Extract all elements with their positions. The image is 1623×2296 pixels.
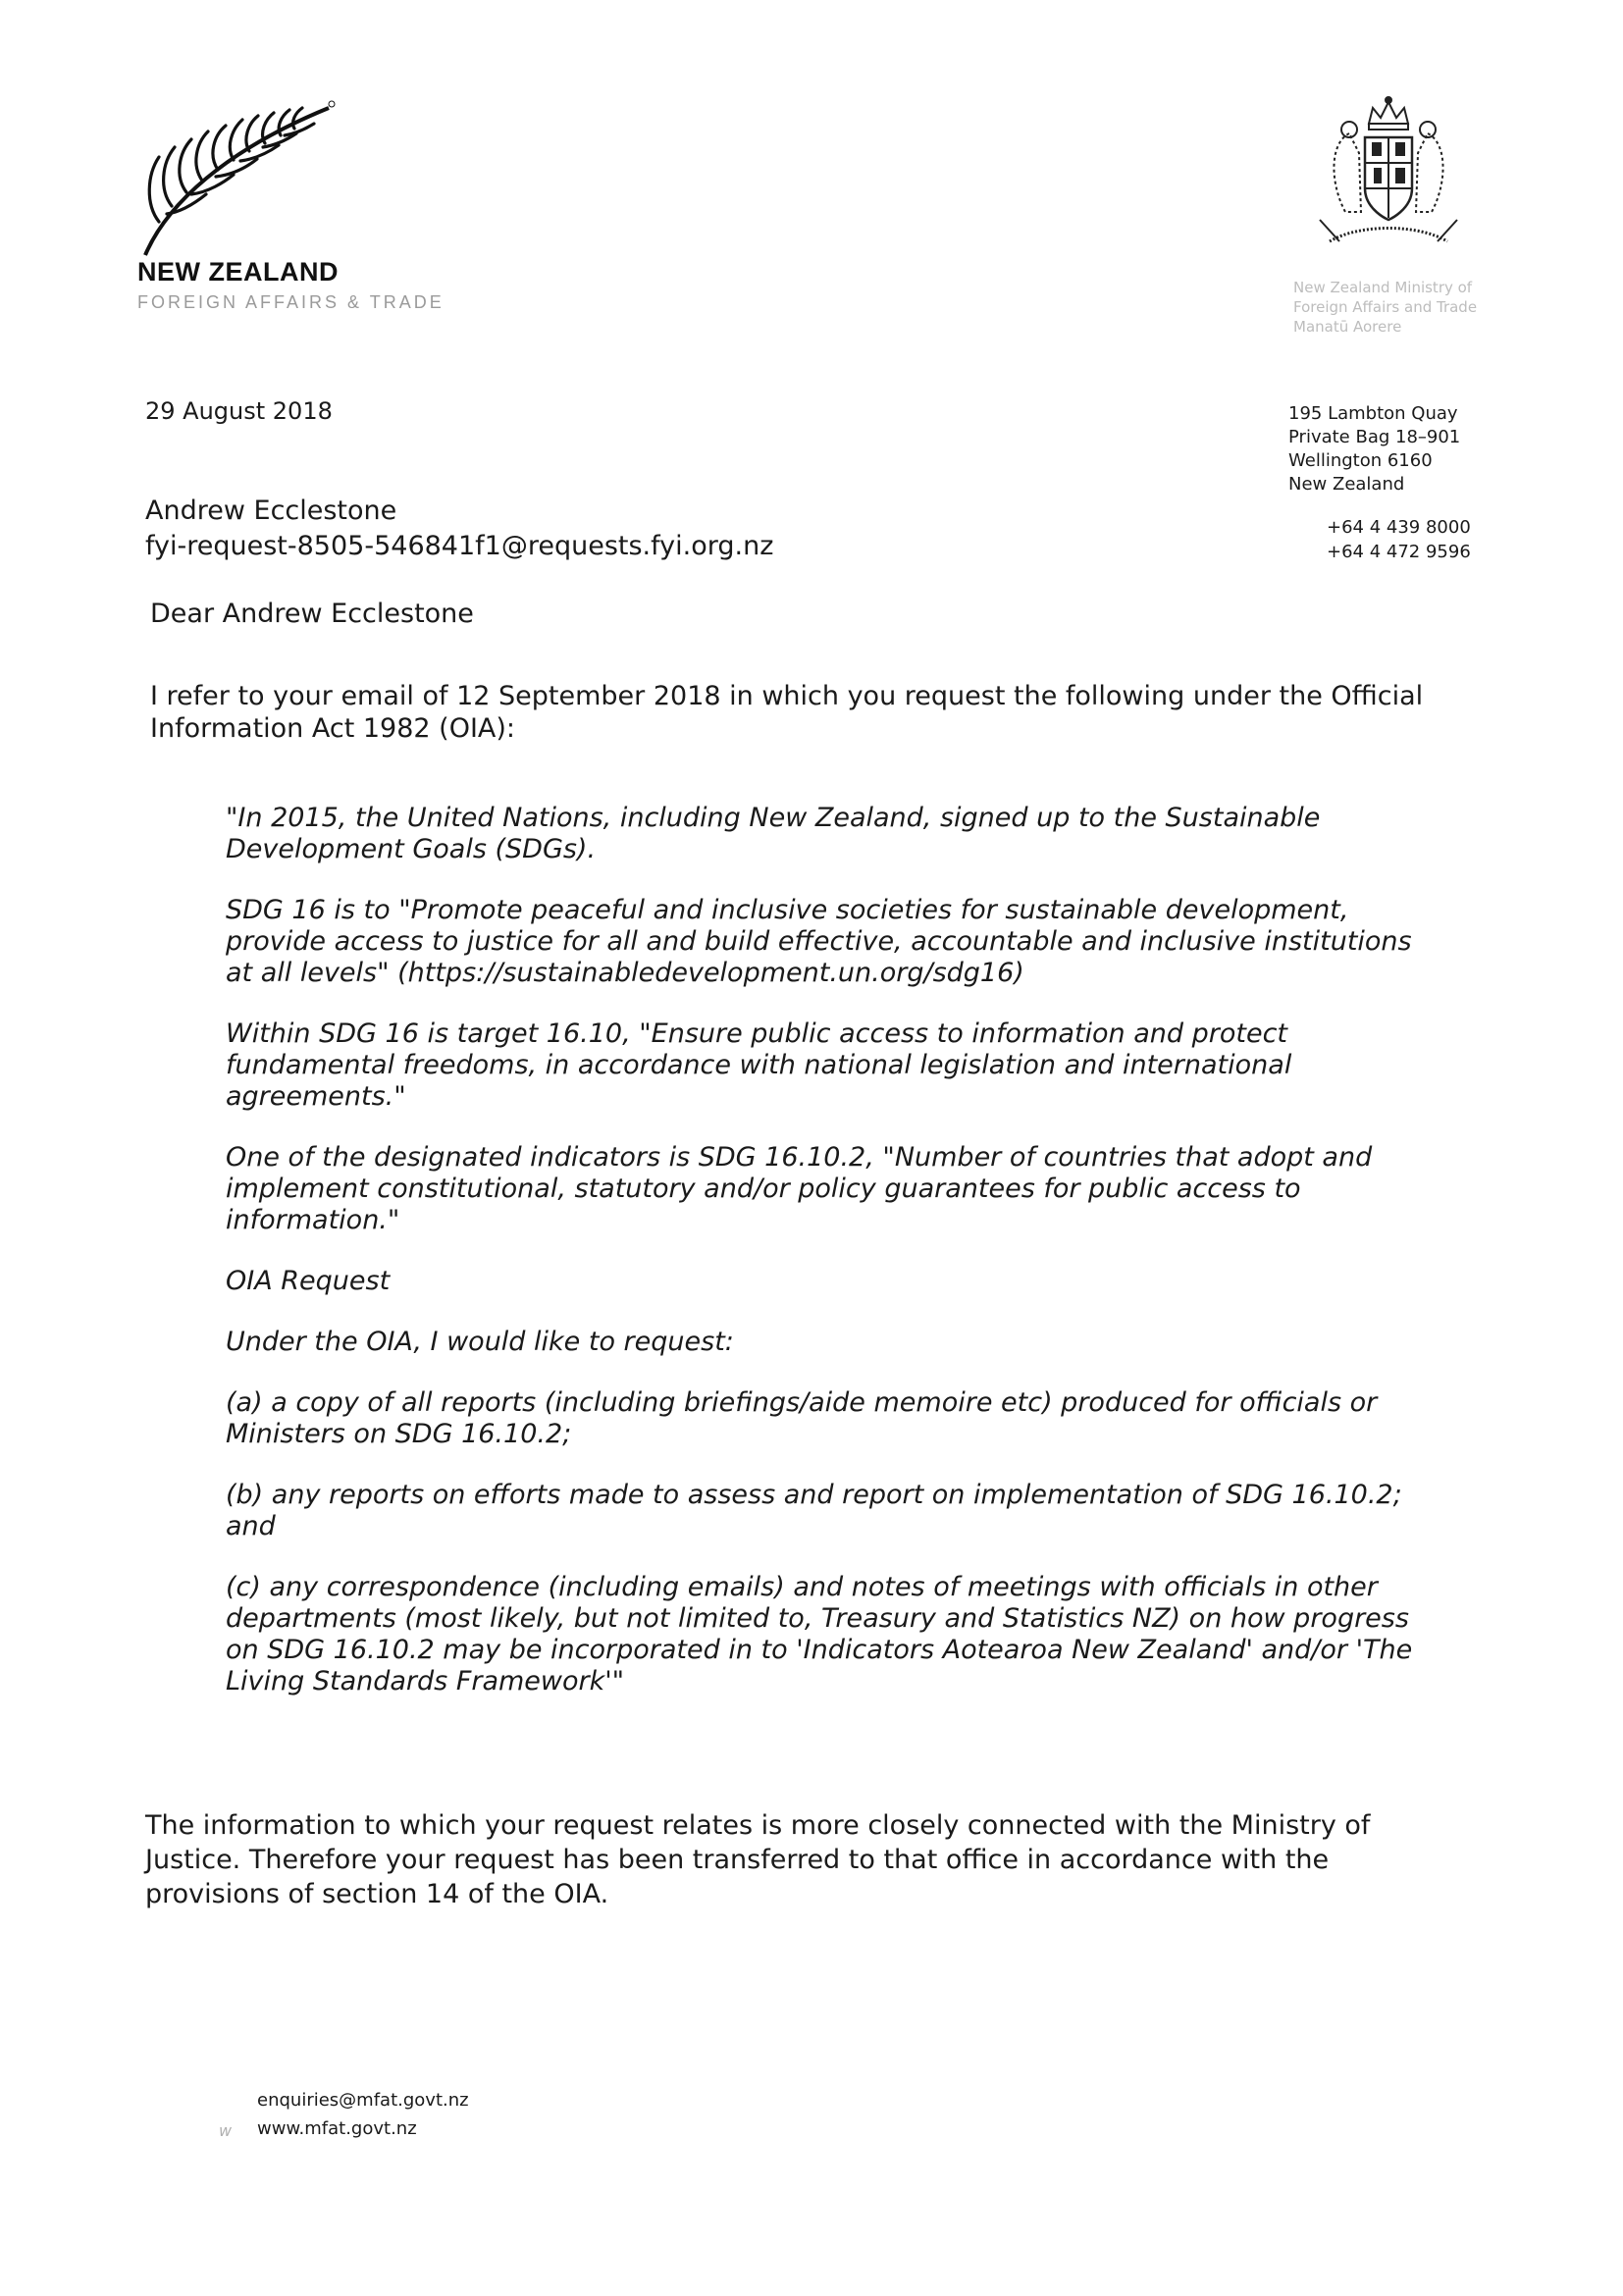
- letter-date: 29 August 2018: [145, 397, 333, 425]
- ministry-line: Foreign Affairs and Trade: [1293, 298, 1478, 316]
- org-name: NEW ZEALAND: [137, 257, 339, 287]
- quote-paragraph: "In 2015, the United Nations, including New Zealand, signed up to the Sustainable Development Goals (SDGs).: [226, 803, 1321, 864]
- phone-number: +64 4 439 8000: [1327, 517, 1471, 538]
- ministry-line: New Zealand Ministry of: [1293, 279, 1473, 296]
- silver-fern-logo: [137, 96, 343, 258]
- org-subtitle: FOREIGN AFFAIRS & TRADE: [137, 292, 445, 312]
- quote-item: (b) any reports on efforts made to assess and report on implementation of SDG 16.10.2; and: [226, 1480, 1402, 1541]
- address-line: New Zealand: [1288, 474, 1405, 495]
- quote-item: (c) any correspondence (including emails) and notes of meetings with officials in other departments (most likely, but not limited to, Treasury and Statistics NZ) on how progress on SDG 16.10.2 may be incorporated in to 'Indicators Aotearoa New Zealand' and/or 'The Living Standards Framework'": [226, 1572, 1413, 1696]
- footer-website[interactable]: www.mfat.govt.nz: [257, 2118, 417, 2139]
- quote-item: (a) a copy of all reports (including briefings/aide memoire etc) produced for officials or Ministers on SDG 16.10.2;: [226, 1387, 1378, 1449]
- quoted-request: [226, 803, 1433, 1727]
- quote-paragraph: Within SDG 16 is target 16.10, "Ensure public access to information and protect fundamental freedoms, in accordance with national legislation and international agreements.": [226, 1018, 1292, 1112]
- quote-paragraph: One of the designated indicators is SDG 16.10.2, "Number of countries that adopt and implement constitutional, statutory and/or policy guarantees for public access to information.": [226, 1142, 1373, 1235]
- address-line: Wellington 6160: [1288, 450, 1433, 471]
- footer-email[interactable]: enquiries@mfat.govt.nz: [257, 2090, 469, 2111]
- nz-coat-of-arms: [1290, 94, 1487, 251]
- recipient-name: Andrew Ecclestone: [145, 496, 397, 526]
- quote-paragraph: SDG 16 is to "Promote peaceful and inclusive societies for sustainable development, provide access to justice for all and build effective, accountable and inclusive institutions at all levels" (https://sustainabledevelopment.un.org/sdg16): [226, 895, 1412, 988]
- intro-paragraph: I refer to your email of 12 September 2018 in which you request the following under the Official Information Act 1982 (OIA):: [150, 681, 1424, 744]
- salutation: Dear Andrew Ecclestone: [150, 599, 474, 629]
- address-line: 195 Lambton Quay: [1288, 403, 1458, 424]
- recipient-email[interactable]: fyi-request-8505-546841f1@requests.fyi.org.nz: [145, 531, 774, 561]
- quote-paragraph: Under the OIA, I would like to request:: [226, 1327, 734, 1357]
- ministry-line: Manatū Aorere: [1293, 318, 1402, 336]
- web-prefix-icon: w: [219, 2121, 233, 2140]
- phone-numbers: [1327, 515, 1471, 564]
- quote-heading: OIA Request: [226, 1266, 391, 1296]
- postal-address: [1288, 402, 1460, 496]
- ministry-name-block: [1293, 278, 1539, 337]
- closing-paragraph: The information to which your request relates is more closely connected with the Ministry of Justice. Therefore your request has been transferred to that office in accordance with the provisions of section 14 of the OIA.: [145, 1810, 1371, 1909]
- fax-number: +64 4 472 9596: [1327, 542, 1471, 562]
- address-line: Private Bag 18–901: [1288, 427, 1461, 447]
